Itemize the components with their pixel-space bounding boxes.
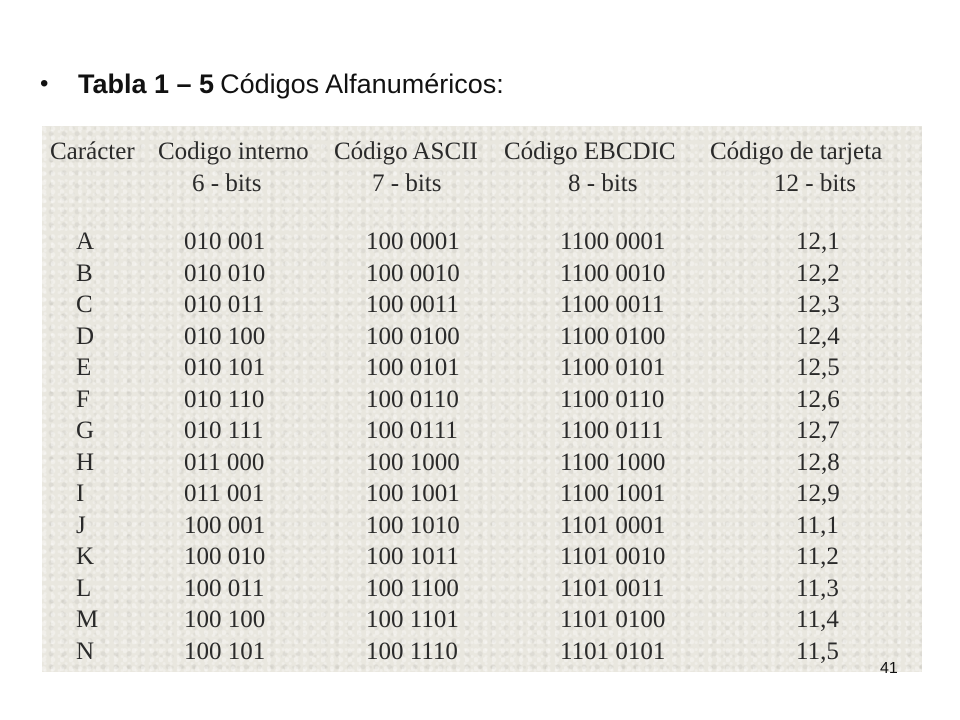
header-ebcdic-bits: 8 - bits — [568, 170, 638, 197]
cell-ebcdic-code: 1100 0111 — [560, 417, 664, 444]
cell-ebcdic-code: 1100 0010 — [560, 259, 666, 287]
table-row — [42, 606, 922, 637]
cell-ebcdic-code: 1100 0100 — [560, 322, 666, 350]
cell-ascii-code: 100 0100 — [366, 322, 460, 350]
cell-ascii-code: 100 0111 — [366, 417, 458, 444]
cell-internal-code: 011 001 — [184, 480, 265, 507]
cell-ascii-code: 100 1001 — [366, 480, 460, 507]
cell-character: N — [76, 637, 95, 665]
cell-ascii-code: 100 1101 — [366, 606, 459, 633]
table-row — [42, 386, 922, 417]
cell-card-code: 12,2 — [796, 259, 840, 287]
cell-character: J — [76, 511, 86, 539]
cell-ebcdic-code: 1101 0101 — [560, 637, 666, 665]
cell-card-code: 12,4 — [796, 322, 840, 350]
cell-character: L — [76, 574, 92, 602]
table-row — [42, 638, 922, 669]
table-row — [42, 575, 922, 606]
cell-character: C — [76, 291, 93, 318]
page-number: 41 — [880, 660, 898, 677]
table-row — [42, 291, 922, 322]
cell-internal-code: 010 110 — [184, 385, 265, 413]
table-row — [42, 228, 922, 259]
table-row — [42, 480, 922, 511]
cell-character: E — [76, 354, 92, 381]
cell-internal-code: 010 100 — [184, 322, 266, 350]
cell-card-code: 11,3 — [796, 574, 839, 602]
cell-internal-code: 011 000 — [184, 448, 265, 476]
table-row — [42, 323, 922, 354]
header-character: Carácter — [50, 138, 135, 165]
slide-title — [40, 64, 504, 104]
cell-ascii-code: 100 1011 — [366, 543, 459, 570]
cell-card-code: 11,5 — [796, 637, 839, 665]
cell-ebcdic-code: 1100 0001 — [560, 228, 666, 255]
header-card-code: Código de tarjeta — [710, 138, 883, 165]
cell-card-code: 12,3 — [796, 291, 840, 318]
cell-ascii-code: 100 1100 — [366, 574, 459, 602]
cell-ascii-code: 100 0001 — [366, 228, 460, 255]
table-row — [42, 417, 922, 448]
cell-ascii-code: 100 0110 — [366, 385, 459, 413]
cell-ebcdic-code: 1101 0011 — [560, 574, 665, 602]
cell-internal-code: 100 001 — [184, 511, 266, 539]
cell-ebcdic-code: 1100 1001 — [560, 480, 666, 507]
cell-internal-code: 100 101 — [184, 637, 266, 665]
title-table-number: Tabla 1 – 5 — [78, 68, 215, 99]
cell-internal-code: 100 010 — [184, 543, 266, 570]
cell-ascii-code: 100 1110 — [366, 637, 458, 665]
cell-internal-code: 010 010 — [184, 259, 266, 287]
bullet-point: • — [40, 70, 49, 97]
cell-internal-code: 100 011 — [184, 574, 265, 602]
cell-ebcdic-code: 1100 1000 — [560, 448, 666, 476]
cell-character: G — [76, 417, 95, 444]
alphanumeric-codes-table — [42, 126, 922, 672]
cell-card-code: 11,4 — [796, 606, 839, 633]
cell-internal-code: 010 111 — [184, 417, 264, 444]
cell-card-code: 12,9 — [796, 480, 840, 507]
cell-ebcdic-code: 1100 0011 — [560, 291, 665, 318]
cell-card-code: 11,1 — [796, 511, 839, 539]
cell-character: F — [76, 385, 90, 413]
cell-ascii-code: 100 0011 — [366, 291, 459, 318]
cell-ascii-code: 100 1000 — [366, 448, 460, 476]
cell-ascii-code: 100 0010 — [366, 259, 460, 287]
cell-ebcdic-code: 1101 0001 — [560, 511, 666, 539]
cell-card-code: 12,1 — [796, 228, 840, 255]
title-text: Códigos Alfanuméricos: — [220, 68, 504, 99]
header-internal-code: Codigo interno — [158, 138, 309, 165]
cell-character: D — [76, 322, 95, 350]
cell-ascii-code: 100 0101 — [366, 354, 460, 381]
cell-ebcdic-code: 1100 0101 — [560, 354, 666, 381]
cell-ebcdic-code: 1100 0110 — [560, 385, 665, 413]
cell-card-code: 12,6 — [796, 385, 840, 413]
header-ebcdic-code: Código EBCDIC — [504, 138, 676, 165]
table-row — [42, 449, 922, 480]
cell-ebcdic-code: 1101 0010 — [560, 543, 666, 570]
cell-character: H — [76, 448, 95, 476]
table-row — [42, 543, 922, 574]
cell-internal-code: 100 100 — [184, 606, 266, 633]
cell-ebcdic-code: 1101 0100 — [560, 606, 666, 633]
cell-card-code: 12,5 — [796, 354, 840, 381]
table-row — [42, 260, 922, 291]
header-card-bits: 12 - bits — [774, 170, 856, 197]
cell-ascii-code: 100 1010 — [366, 511, 460, 539]
cell-character: I — [76, 480, 85, 507]
header-ascii-code: Código ASCII — [334, 138, 478, 165]
cell-card-code: 12,7 — [796, 417, 840, 444]
table-row — [42, 512, 922, 543]
cell-internal-code: 010 011 — [184, 291, 265, 318]
cell-character: B — [76, 259, 93, 287]
cell-card-code: 12,8 — [796, 448, 840, 476]
cell-character: A — [76, 228, 95, 255]
cell-character: K — [76, 543, 95, 570]
cell-internal-code: 010 001 — [184, 228, 266, 255]
header-internal-bits: 6 - bits — [192, 170, 262, 197]
cell-card-code: 11,2 — [796, 543, 839, 570]
table-row — [42, 354, 922, 385]
cell-internal-code: 010 101 — [184, 354, 266, 381]
cell-character: M — [76, 606, 99, 633]
header-ascii-bits: 7 - bits — [372, 170, 442, 197]
